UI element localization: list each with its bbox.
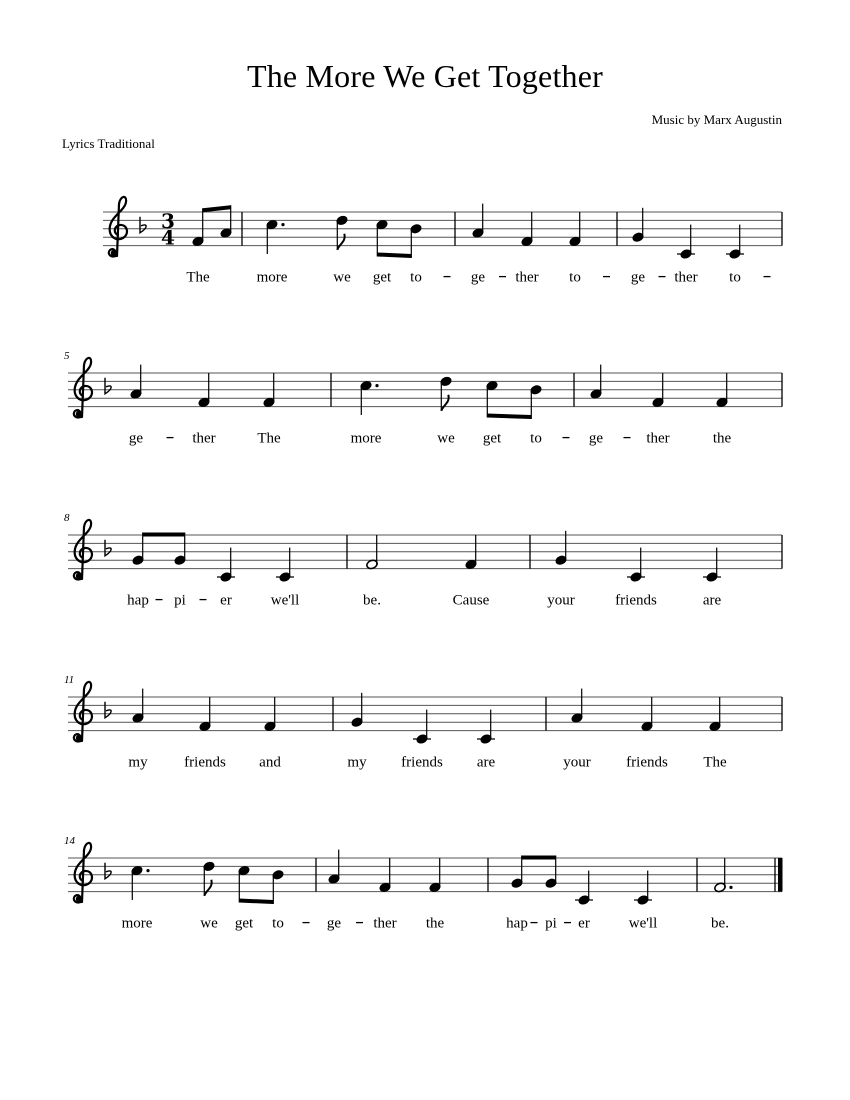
lyric-syllable: friends [184,754,226,771]
augmentation-dot [375,384,378,387]
lyric-syllable: get [234,915,254,932]
lyric-syllable: ther [373,915,397,932]
lyric-syllable: to [729,269,741,286]
lyric-syllable: we'll [270,592,300,609]
flat-sign-icon [105,702,111,718]
flat-sign-icon [105,863,111,879]
treble-clef-icon [74,843,92,903]
lyric-syllable: and [259,754,281,771]
flat-sign-icon [140,217,146,233]
lyric-syllable: more [256,269,288,286]
augmentation-dot [729,886,732,889]
lyric-syllable: be. [711,915,729,932]
lyric-syllable: your [547,592,575,609]
lyric-syllable: Cause [452,592,490,609]
staff-system [64,674,782,771]
lyric-syllable: hap [506,915,528,932]
lyric-syllable: er [220,592,232,609]
lyric-syllable: more [121,915,153,932]
note-beam [377,253,411,258]
lyric-syllable: hap [127,592,149,609]
lyric-syllable: pi [174,592,186,609]
staff-system [64,350,782,447]
lyric-syllable: get [482,430,502,447]
eighth-flag [337,234,344,250]
lyric-syllable: friends [626,754,668,771]
lyric-syllable: we [437,430,455,447]
lyric-syllable: ge [326,915,342,932]
lyric-syllable: The [703,754,727,771]
lyric-syllable: friends [401,754,443,771]
note-beam [143,532,185,536]
lyric-syllable: are [476,754,496,771]
staff-system [64,835,783,932]
score-title: The More We Get Together [246,58,604,94]
lyric-syllable: are [702,592,722,609]
lyric-syllable: ge [128,430,144,447]
time-signature-denominator: 4 [161,225,175,250]
time-signature-numerator: 3 [161,208,175,233]
lyric-syllable: ther [674,269,698,286]
lyric-syllable: The [257,430,281,447]
augmentation-dot [281,223,284,226]
lyric-syllable: be. [363,592,381,609]
lyric-syllable: get [372,269,392,286]
treble-clef-icon [74,682,92,742]
lyric-syllable: ge [588,430,604,447]
lyric-syllable: the [425,915,445,932]
lyricist-credit: Lyrics Traditional [62,136,155,151]
measure-number: 11 [64,674,75,686]
flat-sign-icon [105,540,111,556]
lyric-syllable: ge [630,269,646,286]
lyric-syllable: we [333,269,351,286]
lyric-syllable: ther [646,430,670,447]
treble-clef-icon [74,520,92,580]
lyric-syllable: to [272,915,284,932]
measure-number: 5 [64,350,70,362]
lyric-syllable: er [578,915,590,932]
eighth-flag [441,395,448,411]
lyric-syllable: to [410,269,422,286]
measure-number: 8 [64,512,70,524]
lyric-syllable: ther [192,430,216,447]
note-beam [487,414,531,420]
lyric-syllable: to [569,269,581,286]
lyric-syllable: my [128,754,148,771]
lyric-syllable: The [186,269,210,286]
eighth-flag [204,880,211,896]
lyric-syllable: we'll [628,915,658,932]
lyric-syllable: friends [615,592,657,609]
composer-credit: Music by Marx Augustin [651,112,782,127]
lyric-syllable: pi [545,915,557,932]
treble-clef-icon [109,197,127,257]
lyric-syllable: my [347,754,367,771]
staff-system [64,512,782,609]
treble-clef-icon [74,358,92,418]
note-beam [522,855,556,859]
lyric-syllable: we [200,915,218,932]
final-barline [778,858,783,892]
note-beam [203,205,231,212]
lyric-syllable: ther [515,269,539,286]
note-beam [239,899,273,905]
flat-sign-icon [105,378,111,394]
lyric-syllable: the [712,430,732,447]
lyric-syllable: to [530,430,542,447]
staff-system [103,197,782,286]
lyric-syllable: more [350,430,382,447]
lyric-syllable: ge [470,269,486,286]
augmentation-dot [146,869,149,872]
lyric-syllable: your [563,754,591,771]
measure-number: 14 [64,835,75,847]
